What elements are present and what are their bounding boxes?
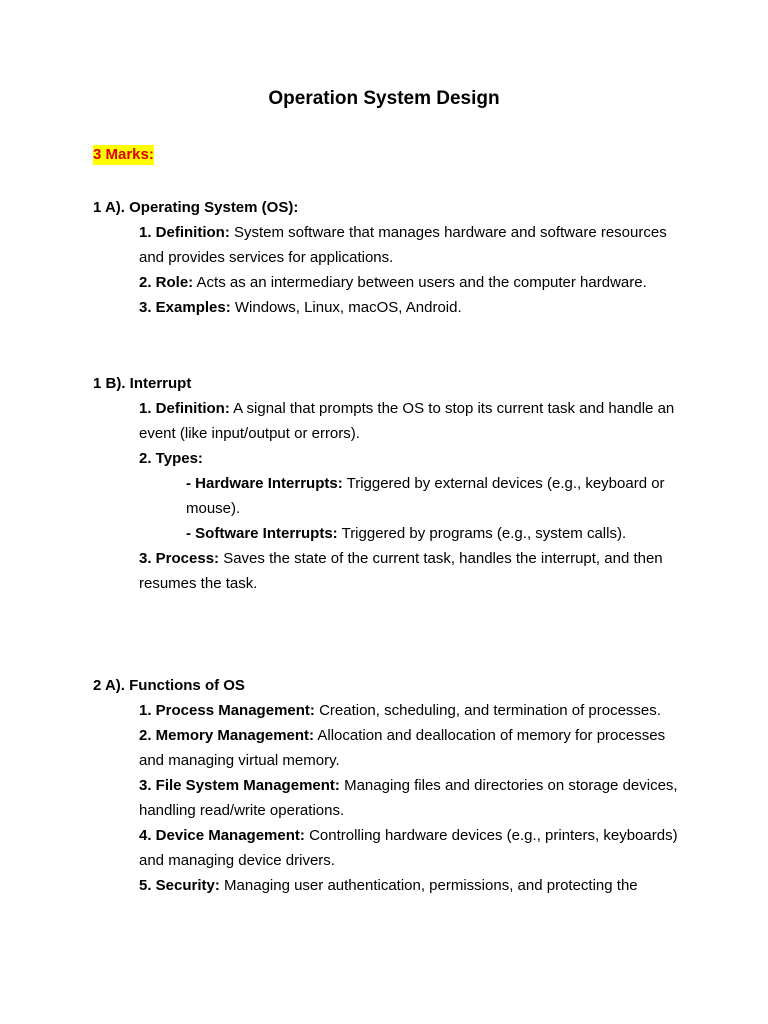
item-text: Saves the state of the current task, handles the interrupt, and then resumes the task. [139, 550, 663, 592]
list-item [139, 723, 679, 773]
item-text: A signal that prompts the OS to stop its current task and handle an event (like input/output or errors). [139, 400, 675, 442]
item-label: 4. Device Management: [139, 827, 305, 844]
list-item [139, 546, 679, 596]
list-item [139, 220, 679, 270]
list-item [139, 873, 679, 898]
section-heading: 1 B). Interrupt [93, 375, 192, 392]
list-item [139, 396, 679, 446]
sub-list-item [186, 521, 676, 546]
section-2a [93, 673, 693, 898]
item-text: Creation, scheduling, and termination of processes. [314, 702, 661, 719]
item-label: 1. Definition: [139, 224, 230, 241]
item-text: System software that manages hardware and software resources and provides services for applications. [139, 224, 667, 266]
item-label: 3. Examples: [139, 299, 231, 316]
section-1a [93, 195, 693, 320]
list-item [139, 270, 679, 295]
item-text: Allocation and deallocation of memory for processes and managing virtual memory. [139, 727, 666, 769]
item-label: 2. Memory Management: [139, 727, 315, 744]
document-title: Operation System Design [268, 88, 500, 109]
item-text: Windows, Linux, macOS, Android. [230, 299, 462, 316]
item-text: Managing user authentication, permissions, and protecting the [219, 877, 638, 894]
list-item [139, 823, 679, 873]
item-label: 1. Definition: [139, 400, 230, 417]
item-label: - Hardware Interrupts: [186, 475, 343, 492]
section-1b [93, 371, 693, 596]
list-item [139, 773, 679, 823]
item-label: 3. File System Management: [139, 777, 340, 794]
section-heading: 1 A). Operating System (OS): [93, 199, 299, 216]
item-label: 1. Process Management: [139, 702, 315, 719]
item-text: Managing files and directories on storage devices, handling read/write operations. [139, 777, 678, 819]
item-label: - Software Interrupts: [186, 525, 338, 542]
marks-label: 3 Marks: [93, 146, 154, 163]
item-label: 2. Role: [139, 274, 194, 291]
item-label: 5. Security: [139, 877, 220, 894]
list-item [139, 446, 679, 471]
item-text: Triggered by external devices (e.g., keyboard or mouse). [186, 475, 665, 517]
item-text: Controlling hardware devices (e.g., printers, keyboards) and managing device drivers. [139, 827, 678, 869]
item-text: Triggered by programs (e.g., system calls). [337, 525, 627, 542]
list-item [139, 698, 679, 723]
list-item [139, 295, 679, 320]
item-text: Acts as an intermediary between users and the computer hardware. [193, 274, 647, 291]
section-heading: 2 A). Functions of OS [93, 677, 245, 694]
item-label: 3. Process: [139, 550, 220, 567]
sub-list-item [186, 471, 676, 521]
item-label: 2. Types: [139, 450, 203, 467]
